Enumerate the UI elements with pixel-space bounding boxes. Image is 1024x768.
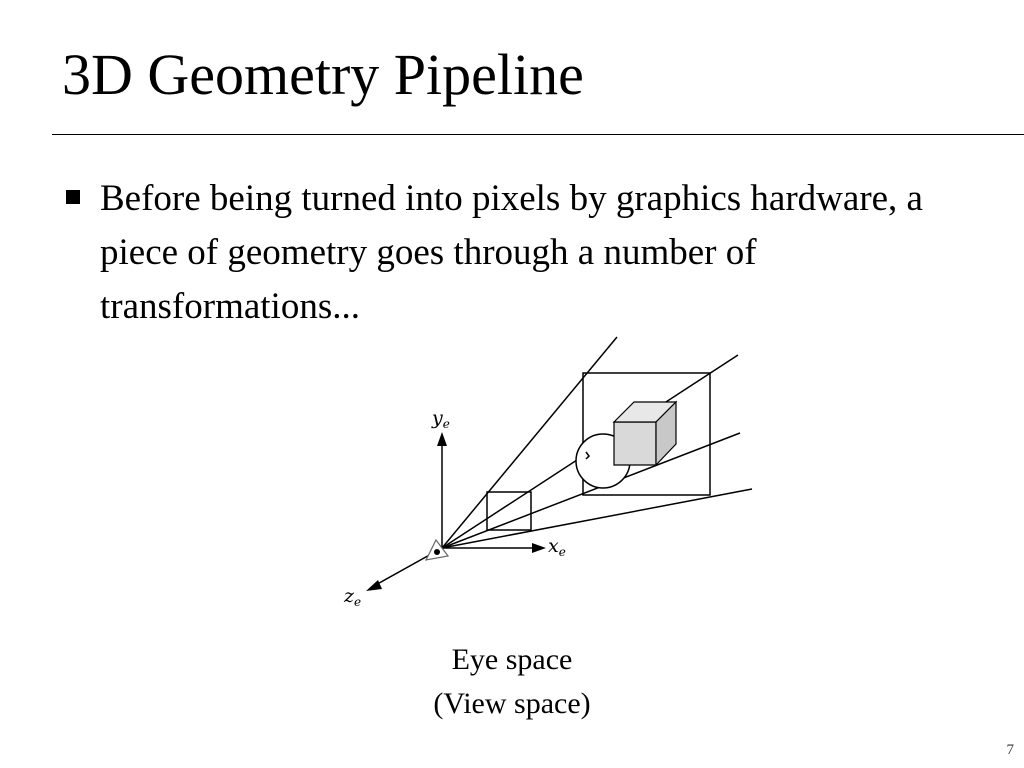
y-axis-label: $y_e$ — [432, 407, 450, 431]
z-arrow-icon — [366, 580, 382, 591]
y-arrow-icon — [437, 432, 447, 446]
slide-title: 3D Geometry Pipeline — [62, 42, 584, 107]
diagram-caption-line2: (View space) — [433, 687, 591, 720]
eye-icon — [426, 540, 448, 560]
eye-axes — [372, 440, 540, 587]
x-axis-label: $x_e$ — [548, 535, 566, 559]
cube-object — [614, 402, 676, 465]
bullet-text: Before being turned into pixels by graphics hardware, a piece of geometry goes through a number of transformations... — [100, 178, 923, 327]
page-number: 7 — [1006, 742, 1014, 758]
near-plane — [487, 492, 531, 530]
z-axis-label: $z_e$ — [344, 585, 362, 609]
diagram-caption-line1: Eye space — [451, 643, 573, 676]
x-arrow-icon — [532, 543, 546, 553]
